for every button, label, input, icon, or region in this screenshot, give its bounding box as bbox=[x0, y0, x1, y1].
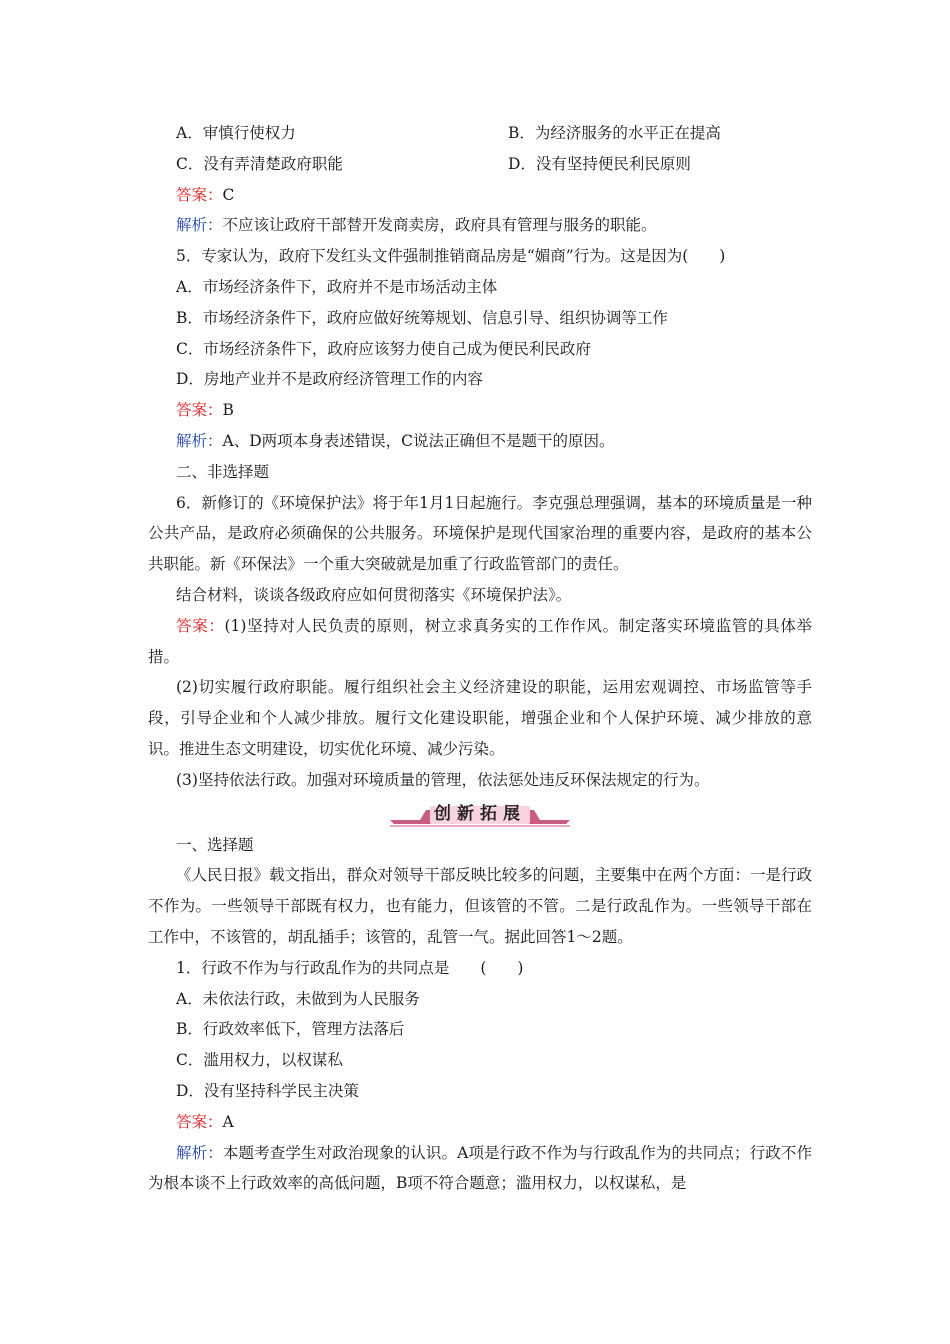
section-heading-non-choice: 二、非选择题 bbox=[176, 462, 270, 481]
q4-option-b: B．为经济服务的水平正在提高 bbox=[508, 124, 721, 142]
answer-value: B bbox=[222, 401, 234, 420]
answer-value: A bbox=[222, 1112, 234, 1131]
q4-option-c: C．没有弄清楚政府职能 bbox=[176, 154, 343, 173]
q5-explanation bbox=[148, 426, 812, 457]
q5-option-b: B．市场经济条件下，政府应做好统筹规划、信息引导、组织协调等工作 bbox=[176, 308, 668, 327]
explanation-label: 解析： bbox=[176, 431, 223, 450]
q5-option-a: A．市场经济条件下，政府并不是市场活动主体 bbox=[176, 277, 498, 296]
q4-options-row-2 bbox=[148, 149, 812, 180]
q1-option-d: D．没有坚持科学民主决策 bbox=[176, 1081, 359, 1100]
q6-question: 结合材料，谈谈各级政府应如何贯彻落实《环境保护法》。 bbox=[176, 585, 572, 604]
section-banner bbox=[148, 800, 812, 828]
explanation-text: 本题考查学生对政治现象的认识。A项是行政不作为与行政乱作为的共同点；行政不作为根本谈不上行政效率的高低问题，B项不符合题意；滥用权力，以权谋私，是 bbox=[148, 1143, 812, 1193]
document-body bbox=[148, 118, 812, 1199]
q4-option-d: D．没有坚持便民利民原则 bbox=[508, 154, 691, 173]
answer-label: 答案： bbox=[176, 401, 223, 420]
explanation-text: A、D两项本身表述错误，C说法正确但不是题干的原因。 bbox=[222, 431, 615, 450]
q5-stem: 5．专家认为，政府下发红头文件强制推销商品房是“媚商”行为。这是因为( ) bbox=[176, 247, 726, 266]
q6-material: 6．新修订的《环境保护法》将于年1月1日起施行。李克强总理强调，基本的环境质量是一种公共产品，是政府必须确保的公共服务。环境保护是现代国家治理的重要内容，是政府的基本公共职能。新《环保法》一个重大突破就是加重了行政监管部门的责任。 bbox=[148, 493, 812, 574]
q4-option-a: A．审慎行使权力 bbox=[176, 124, 296, 142]
q4-explanation bbox=[148, 210, 812, 241]
q5-option-d: D．房地产业并不是政府经济管理工作的内容 bbox=[176, 370, 483, 389]
q4-options-row-1 bbox=[148, 118, 812, 149]
answer-label: 答案： bbox=[176, 1112, 223, 1131]
q1-option-c: C．滥用权力，以权谋私 bbox=[176, 1051, 343, 1070]
explanation-text: 不应该让政府干部替开发商卖房，政府具有管理与服务的职能。 bbox=[222, 216, 657, 235]
q1-explanation bbox=[148, 1138, 812, 1200]
section-heading-choice: 一、选择题 bbox=[176, 835, 254, 854]
q5-option-c: C．市场经济条件下，政府应该努力使自己成为便民利民政府 bbox=[176, 339, 591, 358]
q1-option-b: B．行政效率低下，管理方法落后 bbox=[176, 1020, 405, 1039]
explanation-label: 解析： bbox=[176, 1143, 223, 1162]
q4-answer bbox=[148, 180, 812, 211]
answer-text: (1)坚持对人民负责的原则，树立求真务实的工作作风。制定落实环境监管的具体举措。 bbox=[148, 616, 812, 666]
banner-graphic bbox=[390, 800, 570, 828]
q6-answer-1 bbox=[148, 611, 812, 673]
q6-answer-3: (3)坚持依法行政。加强对环境质量的管理，依法惩处违反环保法规定的行为。 bbox=[176, 770, 710, 789]
q5-answer bbox=[148, 395, 812, 426]
q1-stem: 1．行政不作为与行政乱作为的共同点是 ( ) bbox=[176, 958, 524, 977]
explanation-label: 解析： bbox=[176, 216, 223, 235]
answer-label: 答案： bbox=[176, 185, 223, 204]
material-people-daily: 《人民日报》载文指出，群众对领导干部反映比较多的问题，主要集中在两个方面：一是行政不作为。一些领导干部既有权力，也有能力，但该管的不管。二是行政乱作为。一些领导干部在工作中，不该管的，胡乱插手；该管的，乱管一气。据此回答1～2题。 bbox=[148, 866, 812, 946]
q6-answer-2: (2)切实履行政府职能。履行组织社会主义经济建设的职能，运用宏观调控、市场监管等手段，引导企业和个人减少排放。履行文化建设职能，增强企业和个人保护环境、减少排放的意识。推进生态文明建设，切实优化环境、减少污染。 bbox=[148, 678, 812, 758]
banner-title: 创新拓展 bbox=[434, 803, 526, 824]
answer-value: C bbox=[222, 185, 235, 204]
q1-answer bbox=[148, 1107, 812, 1138]
answer-label: 答案： bbox=[176, 616, 225, 635]
q1-option-a: A．未依法行政，未做到为人民服务 bbox=[176, 989, 420, 1008]
